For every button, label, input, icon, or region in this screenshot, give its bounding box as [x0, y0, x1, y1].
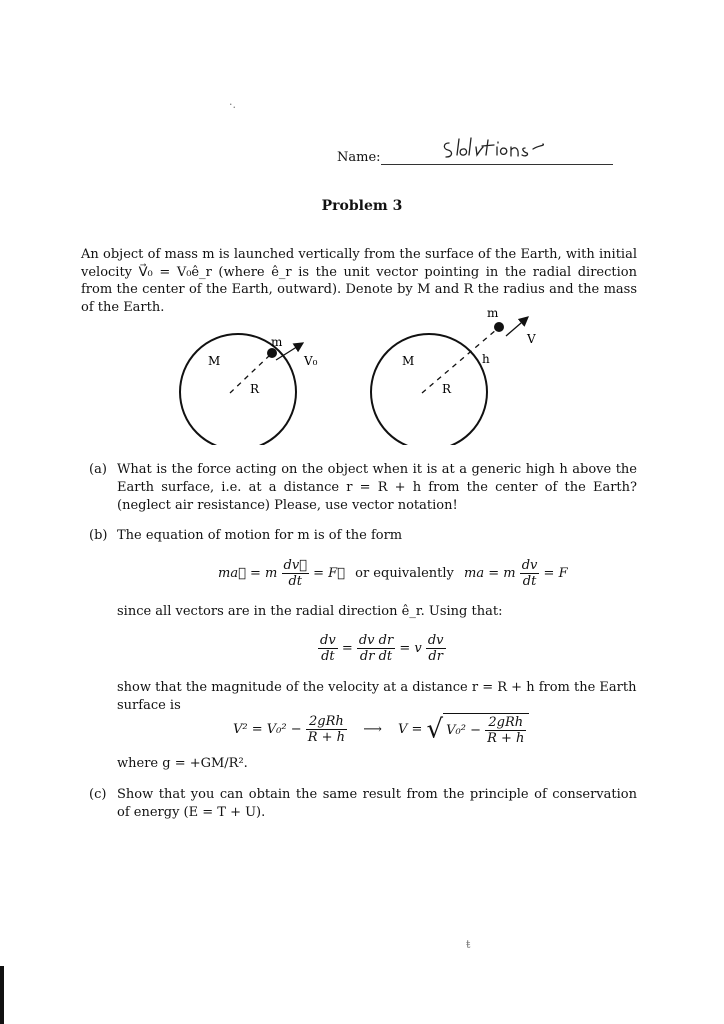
part-b-text2: since all vectors are in the radial direction ê_r. Using that:: [117, 604, 503, 619]
chain-f3-pre: = v: [399, 641, 422, 656]
part-b-text3: show that the magnitude of the velocity at a distance r = R + h from the Earth surface is: [117, 680, 637, 713]
part-a: [89, 461, 637, 515]
eq1-fraction: [282, 558, 309, 589]
chain-f1-den: dt: [321, 649, 335, 664]
label-M: M: [402, 354, 415, 368]
part-b-text4: where g = +GM/R².: [117, 756, 248, 771]
problem-title: Problem 3: [321, 198, 403, 214]
diagram-right: [371, 306, 536, 445]
earth-diagrams: [170, 305, 550, 445]
eq2-left: ma = m: [464, 566, 516, 581]
scan-speck: ŧ: [466, 938, 471, 951]
result-rhs: V =: [397, 722, 423, 737]
part-c-text: Show that you can obtain the same result from the principle of conservation of energy (E = T + U).: [117, 787, 637, 820]
rad-pre: V₀² −: [446, 723, 481, 738]
equation-of-motion: [218, 558, 568, 589]
label-m: m: [271, 335, 283, 349]
object-dot: [494, 322, 504, 332]
chain-f3-den: dr: [428, 649, 443, 664]
velocity-result-equation: [233, 713, 529, 746]
part-c: [89, 786, 637, 822]
sqrt-symbol: √: [426, 714, 444, 745]
result-num: 2gRh: [306, 714, 347, 730]
label-m: m: [487, 306, 499, 320]
chain-f2-num: dv dr: [358, 633, 394, 648]
result-lhs: V² = V₀² −: [233, 722, 302, 737]
velocity-arrow: [506, 317, 528, 336]
eq2-denominator: dt: [522, 574, 537, 589]
label-R: R: [250, 382, 260, 396]
chain-f3-num: dv: [427, 633, 444, 648]
part-b-text: The equation of motion for m is of the form: [117, 528, 403, 543]
rad-num: 2gRh: [485, 715, 526, 731]
part-b: [89, 527, 637, 545]
label-v: V: [527, 332, 536, 346]
eq1-numerator: dv⃗: [283, 558, 307, 573]
eq-or-text: or equivalently: [355, 566, 454, 581]
handwritten-name: [439, 135, 549, 167]
result-arrow: ⟶: [363, 722, 382, 737]
label-v0: V₀: [304, 354, 318, 368]
label-M: M: [208, 354, 221, 368]
object-dot: [267, 348, 277, 358]
scan-speck: ·.: [229, 98, 236, 111]
rad-fraction: [485, 715, 526, 746]
eq1-left: ma⃗ = m: [218, 566, 278, 581]
scan-edge: [0, 966, 4, 1024]
eq1-denominator: dt: [288, 574, 303, 589]
label-h: h: [482, 352, 490, 366]
chain-frac-1: [318, 633, 338, 664]
result-den: R + h: [307, 730, 346, 745]
name-field: [337, 148, 613, 170]
earth-circle: [180, 334, 296, 445]
part-a-label: (a): [89, 462, 107, 477]
label-R: R: [442, 382, 452, 396]
chain-f2-den: dr dt: [359, 649, 393, 664]
sqrt-radicand: [443, 713, 529, 746]
eq2-right: = F: [543, 566, 568, 581]
part-a-text: What is the force acting on the object when it is at a generic high h above the Earth surface, i.e. at a distance r = R + h from the center of the Earth? (neglect air resistance) Please, use vector notation!: [117, 462, 637, 513]
chain-rule-equation: $\frac{dv}{dt}$ = $\frac{\text{dv dr}}{\text{dr dt}}$ = v $\frac{dv}{dr}$: [320, 633, 444, 664]
eq2-fraction: [520, 558, 540, 589]
eq1-right: = F⃗: [313, 566, 345, 581]
chain-frac-3: [426, 633, 446, 664]
part-c-label: (c): [89, 787, 107, 802]
result-fraction: [306, 714, 347, 745]
problem-intro: An object of mass m is launched vertically from the surface of the Earth, with initial velocity V⃗₀ = V₀ê_r (where ê_r is the unit vector pointing in the radial direction from the center of the Earth, outward). Denote by M and R the radius and the mass of the Earth.: [81, 247, 637, 315]
earth-circle: [371, 334, 487, 445]
name-label: Name:: [337, 150, 381, 165]
part-b-label: (b): [89, 528, 108, 543]
diagram-left: [180, 334, 318, 445]
rad-den: R + h: [487, 731, 525, 746]
chain-f1-num: dv: [320, 633, 336, 648]
eq2-numerator: dv: [521, 558, 538, 573]
chain-frac-2: [357, 633, 395, 664]
